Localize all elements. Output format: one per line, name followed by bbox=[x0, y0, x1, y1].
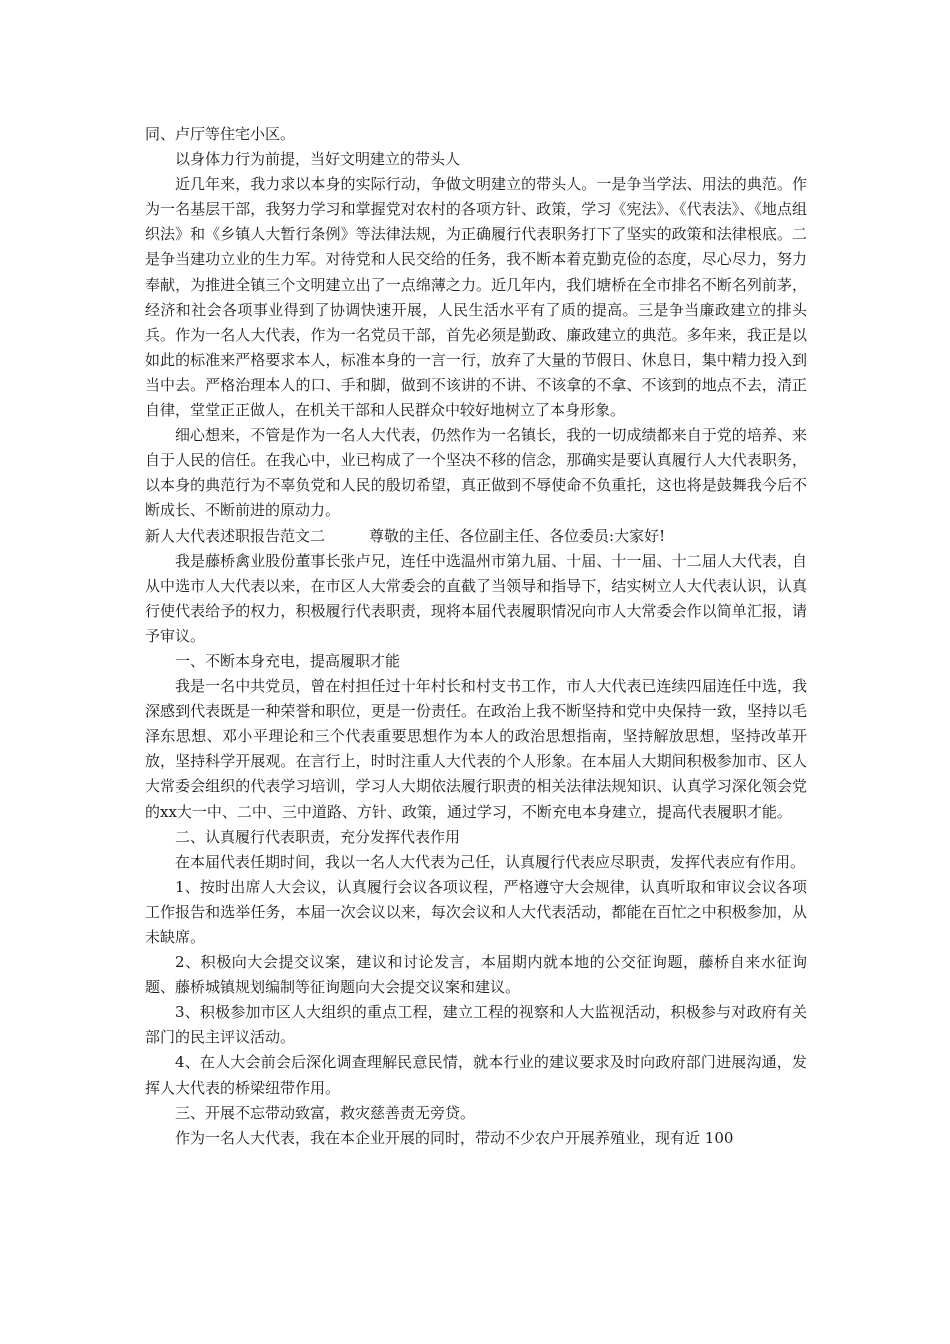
report-salutation: 尊敬的主任、各位副主任、各位委员:大家好! bbox=[369, 526, 666, 545]
paragraph-2: 近几年来，我力求以本身的实际行动，争做文明建立的带头人。一是争当学法、用法的典范。作为一名基层干部，我努力学习和掌握党对农村的各项方针、政策，学习《宪法》、《代表法》、《地点组织法》和《乡镇人大暂行条例》等法律法规，为正确履行代表职务打下了坚实的政策和法律根底。二是争当建功立业的生力军。对待党和人民交给的任务，我不断本着克勤克俭的态度，尽心尽力，努力奉献，为推进全镇三个文明建立出了一点绵薄之力。近几年内，我们塘桥在全市排名不断名列前茅，经济和社会各项事业得到了协调快速开展，人民生活水平有了质的提高。三是争当廉政建立的排头兵。作为一名人大代表，作为一名党员干部，首先必须是勤政、廉政建立的典范。多年来，我正是以如此的标准来严格要求本人，标准本身的一言一行，放弃了大量的节假日、休息日，集中精力投入到当中去。严格治理本人的口、手和脚，做到不该讲的不讲、不该拿的不拿、不该到的地点不去，清正自律，堂堂正正做人，在机关干部和人民群众中较好地树立了本身形象。 bbox=[145, 175, 807, 420]
paragraph-9: 在本届代表任期时间，我以一名人大代表为己任，认真履行代表应尽职责，发挥代表应有作用。 bbox=[175, 852, 806, 871]
list-item-2: 2、积极向大会提交议案，建议和讨论发言，本届期内就本地的公交征询题，藤桥自来水征询题、藤桥城镇规划编制等征询题向大会提交议案和建议。 bbox=[145, 953, 807, 997]
paragraph-0: 同、卢厅等住宅小区。 bbox=[145, 125, 296, 143]
list-item-4: 4、在人大会前会后深化调查理解民意民情，就本行业的建议要求及时向政府部门进展沟通，发挥人大代表的桥梁纽带作用。 bbox=[145, 1053, 807, 1097]
paragraph-5: 我是藤桥禽业股份董事长张卢兄，连任中选温州市第九届、十届、十一届、十二届人大代表，自从中选市人大代表以来，在市区人大常委会的直截了当领导和指导下，结实树立人大代表认识，认真行使代表给予的权力，积极履行代表职责，现将本届代表履职情况向市人大常委会作以简单汇报，请予审议。 bbox=[145, 551, 807, 645]
paragraph-7: 我是一名中共党员，曾在村担任过十年村长和村支书工作，市人大代表已连续四届连任中选，我深感到代表既是一种荣誉和职位，更是一份责任。在政治上我不断坚持和党中央保持一致，坚持以毛泽东思想、邓小平理论和三个代表重要思想作为本人的政治思想指南，坚持解放思想，坚持改革开放，坚持科学开展观。在言行上，时时注重人大代表的个人形象。在本届人大期间积极参加市、区人大常委会组织的代表学习培训，学习人大期依法履行职责的相关法律法规知识、认真学习深化领会党的xx大一中、二中、三中道路、方针、政策，通过学习，不断充电本身建立，提高代表履职才能。 bbox=[145, 677, 807, 821]
section-heading-role-model: 以身体力行为前提，当好文明建立的带头人 bbox=[175, 150, 461, 169]
section-heading-1: 一、不断本身充电，提高履职才能 bbox=[175, 651, 401, 670]
paragraph-3: 细心想来，不管是作为一名人大代表，仍然作为一名镇长，我的一切成绩都来自于党的培养、来自于人民的信任。在我心中，业已构成了一个坚决不移的信念，那确实是要认真履行人大代表职务，以本身的典范行为不辜负党和人民的殷切希望，真正做到不辱使命不负重托，这也将是鼓舞我今后不断成长、不断前进的原动力。 bbox=[145, 426, 807, 520]
list-item-3: 3、积极参加市区人大组织的重点工程，建立工程的视察和人大监视活动，积极参与对政府有关部门的民主评议活动。 bbox=[145, 1003, 807, 1047]
section-heading-3: 三、开展不忘带动致富，救灾慈善责无旁贷。 bbox=[175, 1103, 476, 1122]
section-heading-2: 二、认真履行代表职责，充分发挥代表作用 bbox=[175, 827, 461, 846]
document-body bbox=[145, 122, 807, 1151]
list-item-1: 1、按时出席人大会议，认真履行会议各项议程，严格遵守大会规律，认真听取和审议会议各项工作报告和选举任务，本届一次会议以来，每次会议和人大代表活动，都能在百忙之中积极参加，从未缺席。 bbox=[145, 877, 807, 946]
report-title-line bbox=[145, 524, 807, 549]
report-title: 新人大代表述职报告范文二 bbox=[145, 526, 326, 545]
paragraph-15: 作为一名人大代表，我在本企业开展的同时，带动不少农户开展养殖业，现有近 100 bbox=[175, 1128, 734, 1147]
